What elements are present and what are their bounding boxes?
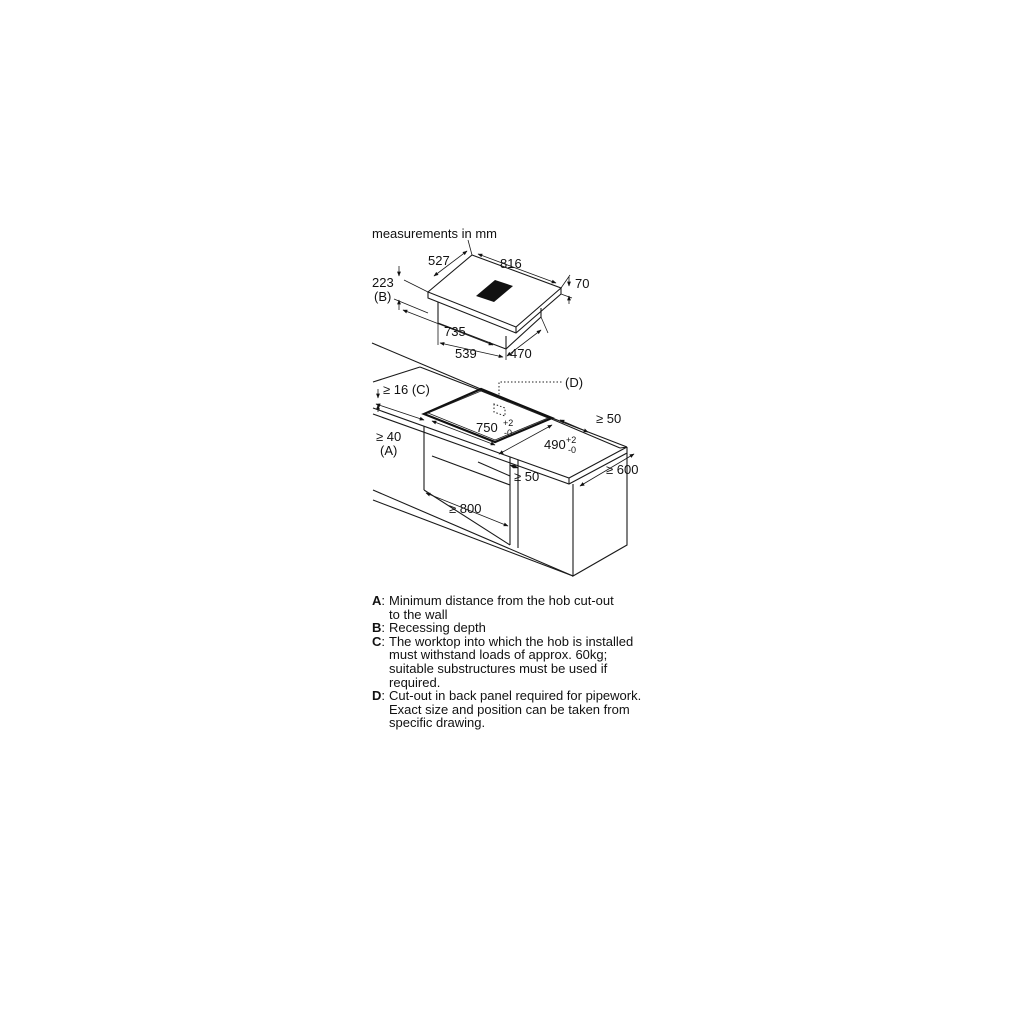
legend-text: Recessing depth: [389, 620, 486, 636]
legend-item-b: B : Recessing depth: [372, 621, 672, 635]
dim-70: 70: [575, 276, 590, 291]
legend-text: The worktop into which the hob is installed must withstand loads of approx. 60kg; suitable substructures must be used if required.: [389, 633, 634, 690]
legend-item-c: C : The worktop into which the hob is installed must withstand loads of approx. 60kg; suitable substructures must be used if required.: [372, 635, 672, 689]
hob-drawing: [372, 240, 589, 361]
extractor-slot: [476, 280, 513, 302]
dim-cut750-tol-plus: +2: [503, 418, 514, 428]
legend-key: D: [372, 688, 382, 704]
legend-item-a: A : Minimum distance from the hob cut-out to the wall: [372, 594, 672, 621]
dim-cut490: 490: [544, 437, 566, 452]
worktop-drawing: [372, 343, 638, 576]
dim-cut490-tol-plus: +2: [566, 435, 577, 445]
dim-816: 816: [500, 256, 522, 271]
dim-cut750: 750: [476, 420, 498, 435]
dim-539: 539: [455, 346, 477, 361]
legend-text: Minimum distance from the hob cut-out to the wall: [389, 593, 614, 622]
dim-min40: ≥ 40: [376, 429, 402, 444]
legend-key: B: [372, 620, 382, 636]
label-a: (A): [380, 443, 398, 458]
dim-223: 223: [372, 275, 394, 290]
label-b: (B): [374, 289, 392, 304]
dim-min50-back: ≥ 50: [596, 411, 622, 426]
legend-item-d: D : Cut-out in back panel required for pipework. Exact size and position can be taken from specific drawing.: [372, 689, 672, 730]
dim-min800: ≥ 800: [449, 501, 482, 516]
legend-key: A: [372, 593, 382, 608]
dim-527: 527: [428, 253, 450, 268]
dim-min50-front: ≥ 50: [514, 469, 540, 484]
dim-cut490-tol-minus: -0: [568, 445, 577, 455]
dim-min16-c: ≥ 16 (C): [383, 382, 430, 397]
measurements-heading: measurements in mm: [372, 226, 497, 241]
dim-470: 470: [510, 346, 532, 361]
label-d: (D): [565, 375, 584, 390]
dim-735: 735: [444, 324, 466, 339]
legend-text: Cut-out in back panel required for pipework. Exact size and position can be taken from specific drawing.: [389, 688, 642, 731]
legend: [372, 594, 672, 730]
legend-key: C: [372, 633, 382, 649]
dim-cut750-tol-minus: -0: [504, 428, 513, 438]
dim-min600: ≥ 600: [606, 462, 639, 477]
